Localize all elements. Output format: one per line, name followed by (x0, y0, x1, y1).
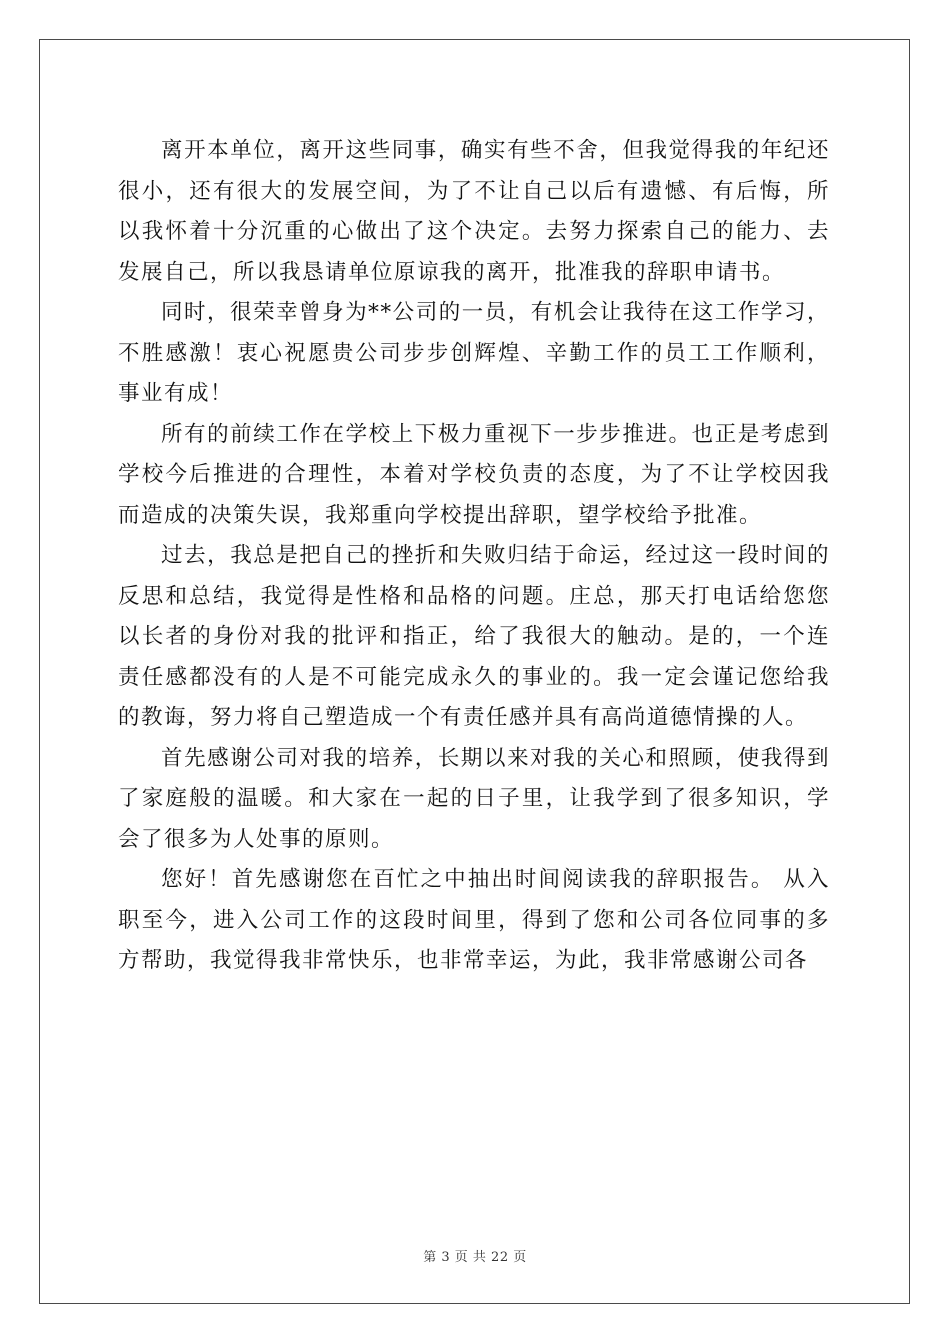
paragraph-2: 同时，很荣幸曾身为**公司的一员，有机会让我待在这工作学习，不胜感激！衷心祝愿贵公司步步创辉煌、辛勤工作的员工工作顺利，事业有成！ (118, 300, 830, 406)
paragraph-5: 首先感谢公司对我的培养，长期以来对我的关心和照顾，使我得到了家庭般的温暖。和大家在一起的日子里，让我学到了很多知识，学会了很多为人处事的原则。 (118, 745, 830, 852)
paragraph-6: 您好！首先感谢您在百忙之中抽出时间阅读我的辞职报告。 从入职至今，进入公司工作的这段时间里，得到了您和公司各位同事的多方帮助，我觉得我非常快乐，也非常幸运，为此，我非常感谢公司各 (118, 867, 830, 973)
paragraph-4: 过去，我总是把自己的挫折和失败归结于命运，经过这一段时间的反思和总结，我觉得是性格和品格的问题。庄总，那天打电话给您您以长者的身份对我的批评和指正，给了我很大的触动。是的，一个连责任感都没有的人是不可能完成永久的事业的。我一定会谨记您给我的教诲，努力将自己塑造成一个有责任感并具有高尚道德情操的人。 (118, 543, 830, 730)
page-number-footer: 第 3 页 共 22 页 (423, 1250, 527, 1265)
paragraph-1: 离开本单位，离开这些同事，确实有些不舍，但我觉得我的年纪还很小，还有很大的发展空间，为了不让自己以后有遗憾、有后悔，所以我怀着十分沉重的心做出了这个决定。去努力探索自己的能力、去发展自己，所以我恳请单位原谅我的离开，批准我的辞职申请书。 (118, 138, 830, 285)
document-body (118, 131, 830, 982)
paragraph-3: 所有的前续工作在学校上下极力重视下一步步推进。也正是考虑到学校今后推进的合理性，本着对学校负责的态度，为了不让学校因我而造成的决策失误，我郑重向学校提出辞职，望学校给予批准。 (118, 421, 830, 528)
